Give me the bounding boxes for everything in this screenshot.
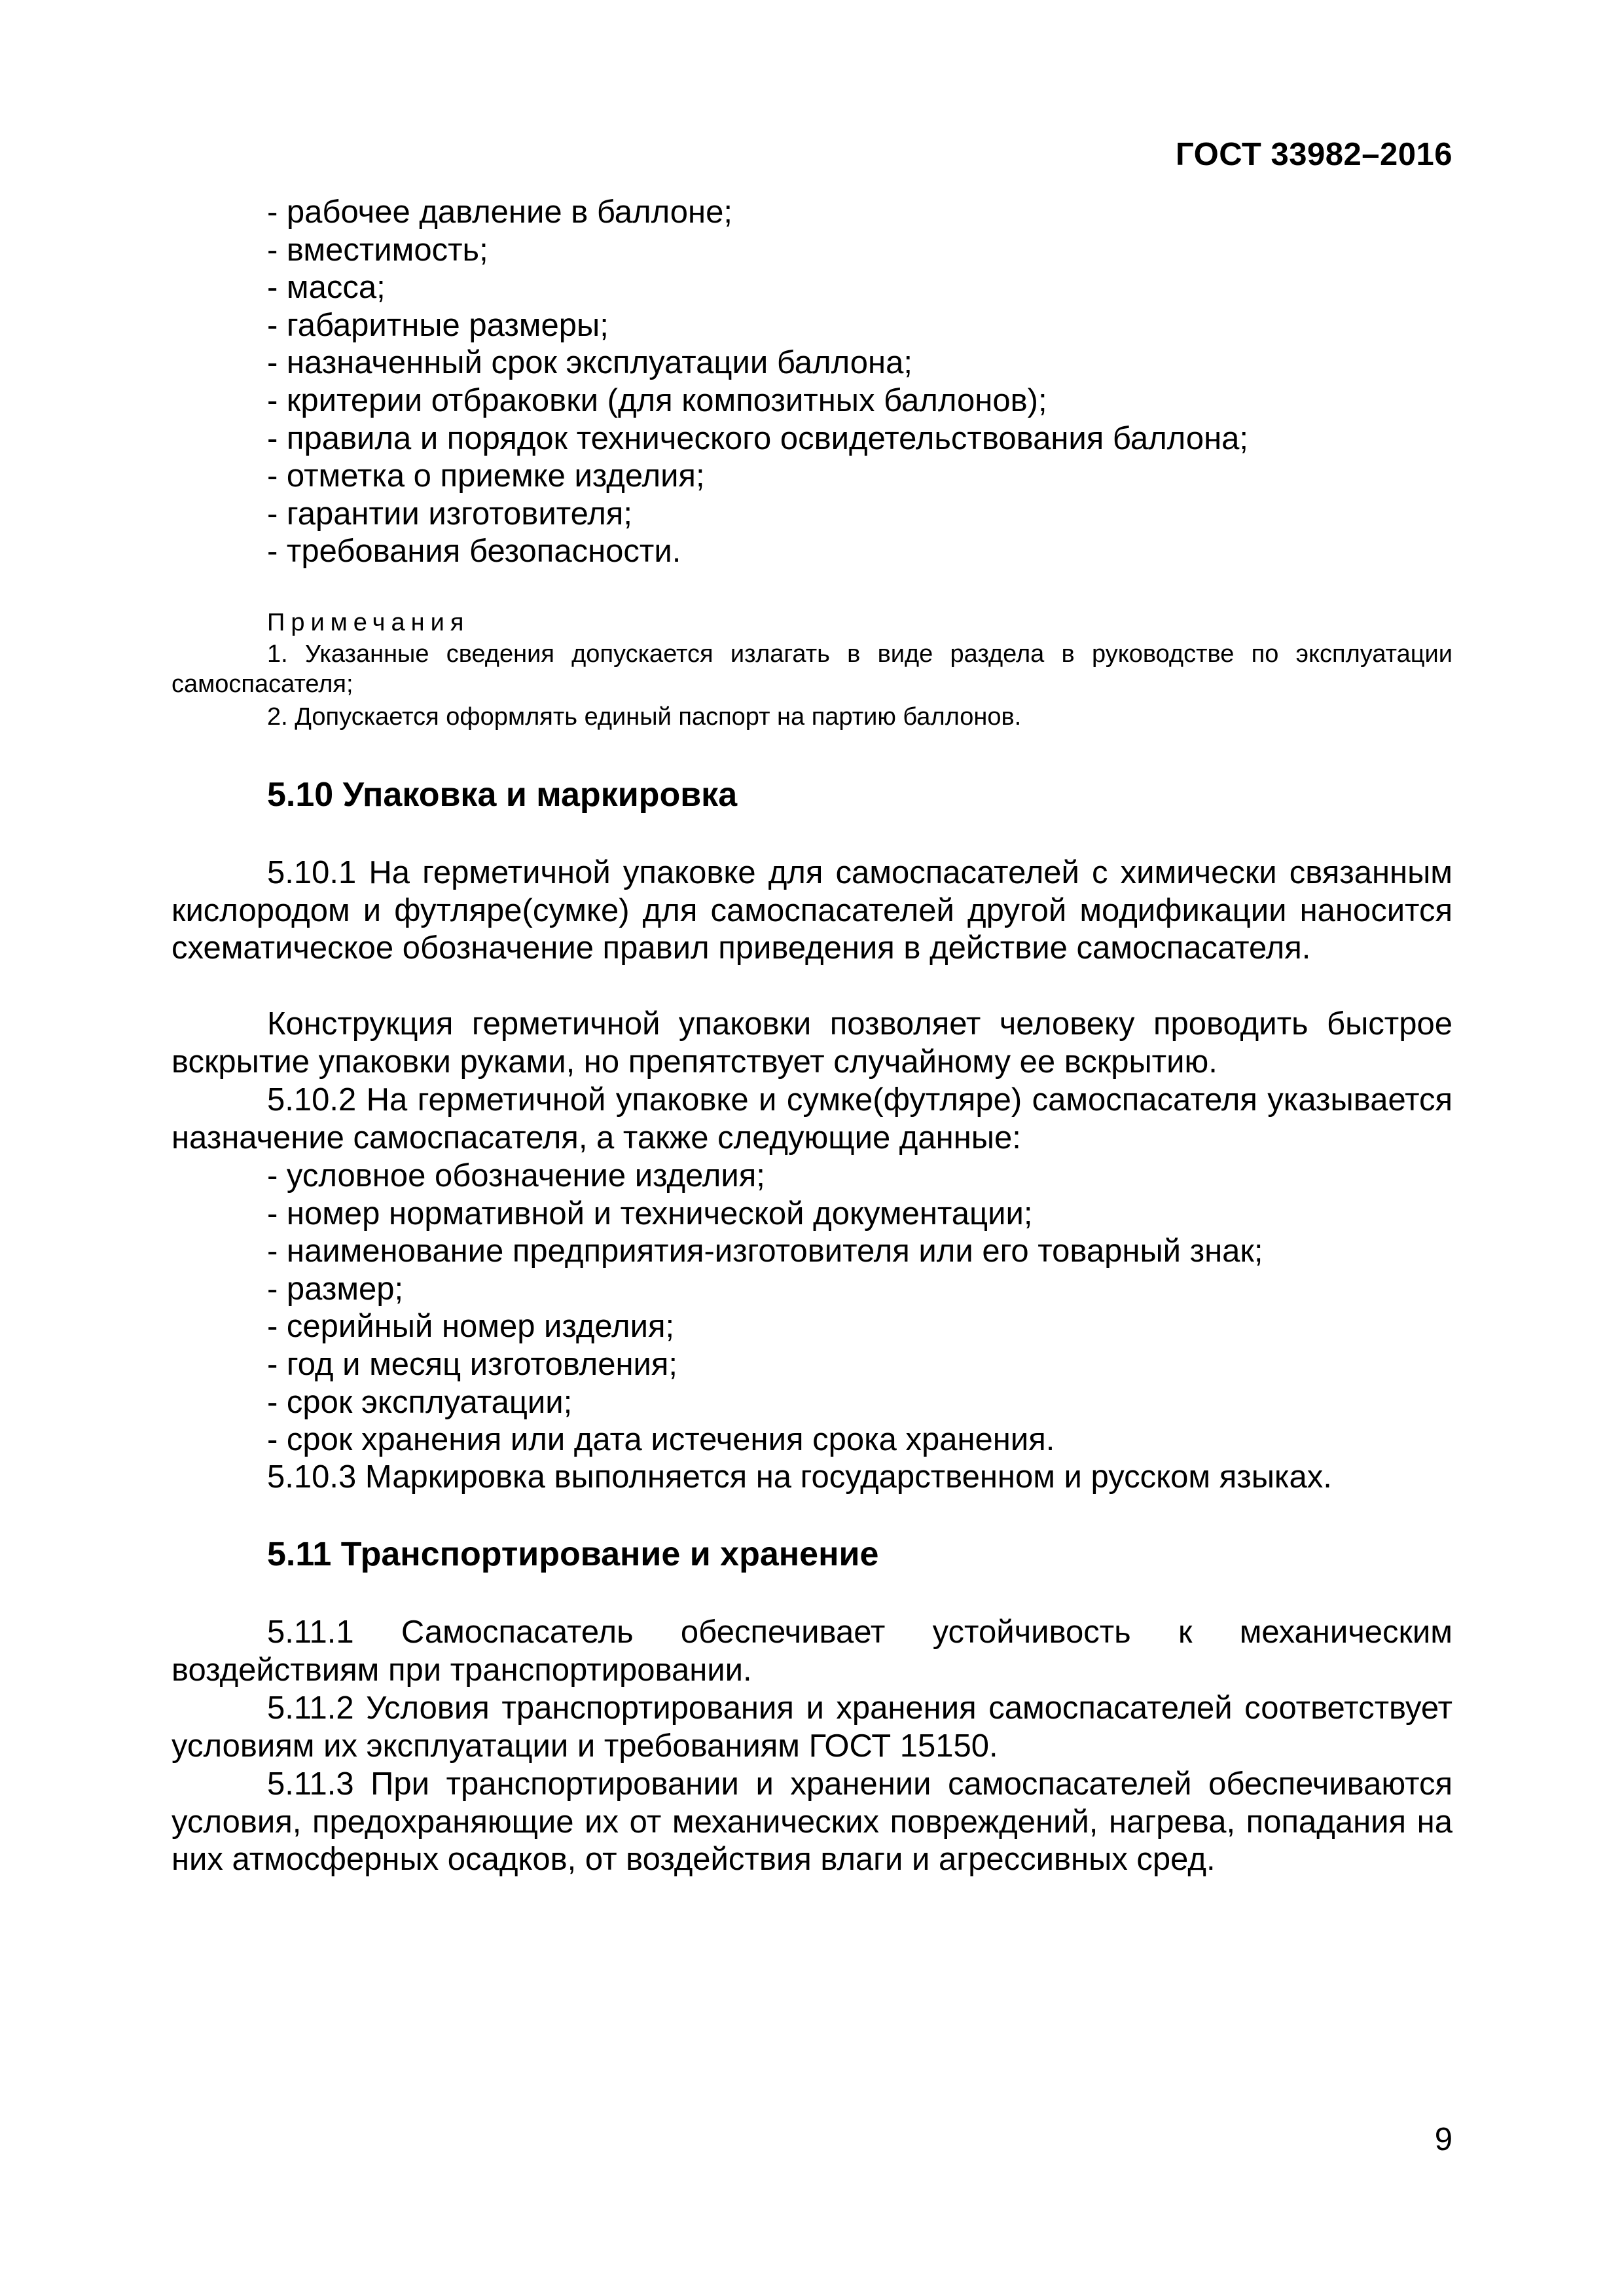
list-item: - срок хранения или дата истечения срока хранения. (267, 1422, 1055, 1458)
list-item: - рабочее давление в баллоне; (267, 194, 732, 230)
paragraph-text: Конструкция герметичной упаковки позволяет человеку проводить быстрое вскрытие упаковки руками, но препятствует случайному ее вскрытию. (171, 1006, 1453, 1080)
note-2 (171, 702, 1453, 732)
paragraph-5-11-1 (171, 1614, 1453, 1689)
note-1 (171, 639, 1453, 699)
paragraph-text: 5.10.2 На герметичной упаковке и сумке(футляре) самоспасателя указывается назначение самоспасателя, а также следующие данные: (171, 1082, 1453, 1156)
note-1-text: 1. Указанные сведения допускается излагать в виде раздела в руководстве по эксплуатации самоспасателя; (171, 640, 1453, 698)
list-item: - критерии отбраковки (для композитных баллонов); (267, 382, 1047, 418)
page-number: 9 (1434, 2122, 1453, 2157)
paragraph-text: 5.10.3 Маркировка выполняется на государственном и русском языках. (267, 1459, 1332, 1495)
marking-data-list (267, 1157, 1263, 1459)
paragraph-5-10-1-b (171, 1006, 1453, 1081)
list-item: - правила и порядок технического освидетельствования баллона; (267, 420, 1248, 456)
list-item: - номер нормативной и технической документации; (267, 1195, 1033, 1231)
document-header-id: ГОСТ 33982–2016 (1176, 137, 1453, 172)
list-item: - серийный номер изделия; (267, 1309, 675, 1345)
list-item: - срок эксплуатации; (267, 1384, 573, 1420)
list-item: - требования безопасности. (267, 534, 681, 570)
list-item: - масса; (267, 270, 386, 306)
passport-contents-list (267, 194, 1248, 571)
paragraph-text: 5.11.2 Условия транспортирования и хранения самоспасателей соответствует условиям их эксплуатации и требованиям ГОСТ 15150. (171, 1690, 1453, 1764)
list-item: - отметка о приемке изделия; (267, 458, 705, 494)
paragraph-5-11-2 (171, 1690, 1453, 1765)
paragraph-5-11-3 (171, 1766, 1453, 1879)
paragraph-text: 5.10.1 На герметичной упаковке для самоспасателей с химически связанным кислородом и футляре(сумке) для самоспасателей другой модификации наносится схематическое обозначение правил приведения в действие самоспасателя. (171, 855, 1453, 966)
list-item: - гарантии изготовителя; (267, 496, 632, 532)
paragraph-5-10-1 (171, 854, 1453, 968)
paragraph-5-10-3 (171, 1459, 1453, 1497)
list-item: - габаритные размеры; (267, 307, 609, 343)
list-item: - назначенный срок эксплуатации баллона; (267, 345, 912, 381)
list-item: - условное обозначение изделия; (267, 1158, 765, 1194)
list-item: - вместимость; (267, 232, 488, 268)
paragraph-5-10-2 (171, 1082, 1453, 1157)
list-item: - наименование предприятия-изготовителя или его товарный знак; (267, 1233, 1263, 1269)
section-heading-5-10: 5.10 Упаковка и маркировка (267, 776, 738, 814)
paragraph-text: 5.11.1 Самоспасатель обеспечивает устойчивость к механическим воздействиям при транспортировании. (171, 1614, 1453, 1688)
section-heading-5-11: 5.11 Транспортирование и хранение (267, 1535, 879, 1573)
notes-title: Примечания (267, 609, 470, 636)
paragraph-text: 5.11.3 При транспортировании и хранении самоспасателей обеспечиваются условия, предохраняющие их от механических повреждений, нагрева, попадания на них атмосферных осадков, от воздействия влаги и агрессивных сред. (171, 1766, 1453, 1878)
list-item: - год и месяц изготовления; (267, 1346, 678, 1382)
note-2-text: 2. Допускается оформлять единый паспорт на партию баллонов. (267, 703, 1022, 731)
list-item: - размер; (267, 1271, 404, 1307)
